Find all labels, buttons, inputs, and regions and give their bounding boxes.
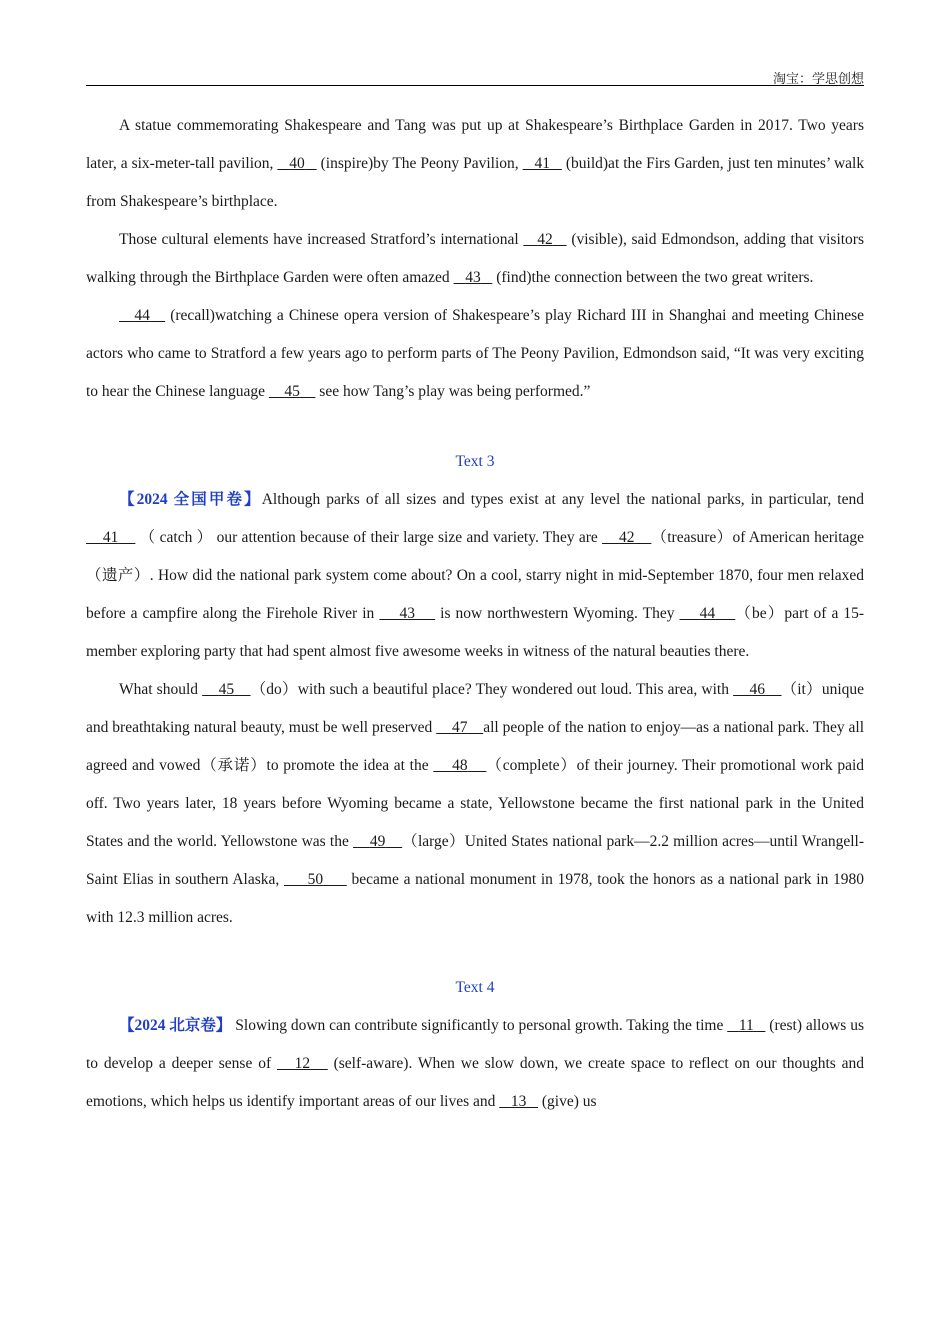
blank-t3-46: 46 [749, 681, 766, 698]
text2-p2-s2: (visible), said Edmondson, adding that visitors walking through the Birthplace Garden were often amazed [86, 231, 865, 286]
header-rule [86, 85, 864, 86]
text4-paragraph-1 [86, 1007, 864, 1121]
text4-source-tag: 【2024 北京卷】 [119, 1017, 232, 1034]
text2-paragraph-3 [86, 297, 864, 411]
text2-p3-s1: (recall)watching a Chinese opera version of Shakespeare’s play Richard III in Shanghai and meeting Chinese actors who came to Stratford a few years ago to perform parts of The Peony Pavilion, Edmondson said, “It was very exciting to hear the Chinese language [86, 307, 865, 400]
blank-t3-45: 45 [218, 681, 235, 698]
blank-42: 42 [537, 231, 553, 248]
text3-p2-s2: （do）with such a beautiful place? They wondered out loud. This area, with [250, 681, 729, 698]
text2-p3-s2: see how Tang’s play was being performed.” [319, 383, 591, 400]
blank-40: 40 [289, 155, 305, 172]
text3-p2-s7: became a national monument in 1978, took the honors as a national park in 1980 with 12.3 million acres. [86, 871, 865, 926]
blank-41: 41 [534, 155, 551, 172]
text2-p1-s2: (inspire)by The Peony Pavilion, [320, 155, 519, 172]
blank-t4-13: 13 [510, 1093, 527, 1110]
text4-p1-s2: (rest) allows us to develop a deeper sense of [86, 1017, 864, 1072]
header-text: 淘宝：学思创想 [772, 72, 864, 87]
blank-44: 44 [134, 307, 150, 324]
text4-p1-s4: (give) us [541, 1093, 597, 1110]
text3-p2-s4: all people of the nation to enjoy—as a national park. They all agreed and vowed（承诺）to promote the idea at the [86, 719, 865, 774]
text3-source-tag: 【2024 全国甲卷】 [119, 491, 262, 508]
text3-p1-s5: （be）part of a 15-member exploring party that had spent almost five awesome weeks in witness of the natural beauties there. [86, 605, 865, 660]
blank-t3-49: 49 [369, 833, 386, 850]
text4-heading: Text 4 [455, 979, 495, 996]
text3-paragraph-2 [86, 671, 864, 937]
blank-45: 45 [284, 383, 300, 400]
text2-p2-s3: (find)the connection between the two great writers. [496, 269, 814, 286]
text2-paragraph-2 [86, 221, 864, 297]
text3-p1-s2: （ catch ） our attention because of their large size and variety. They are [139, 529, 598, 546]
blank-t3-43: 43 [399, 605, 415, 622]
text3-p1-s4: is now northwestern Wyoming. They [440, 605, 675, 622]
document-body [86, 107, 864, 1121]
blank-43: 43 [465, 269, 481, 286]
text3-p2-s5: （complete）of their journey. Their promotional work paid off. Two years later, 18 years before Wyoming became a state, Yellowstone became the first national park in the United States and the world. Yellowstone was the [86, 757, 865, 850]
text3-p2-s6: （large）United States national park—2.2 million acres—until Wrangell-Saint Elias in southern Alaska, [86, 833, 865, 888]
blank-t3-42: 42 [618, 529, 635, 546]
blank-t4-11: 11 [738, 1017, 754, 1034]
blank-t3-44: 44 [699, 605, 716, 622]
text3-p1-s1: Although parks of all sizes and types exist at any level the national parks, in particular, tend [261, 491, 864, 508]
text3-p1-s3: （treasure）of American heritage（遗产）. How did the national park system come about? On a cool, starry night in mid-September 1870, four men relaxed before a campfire along the Firehole River in [86, 529, 865, 622]
text4-p1-s1: Slowing down can contribute significantly to personal growth. Taking the time [235, 1017, 724, 1034]
text3-paragraph-1 [86, 481, 864, 671]
text4-p1-s3: (self-aware). When we slow down, we create space to reflect on our thoughts and emotions, which helps us identify important areas of our lives and [86, 1055, 865, 1110]
text2-p2-s1: Those cultural elements have increased Stratford’s international [119, 231, 519, 248]
text2-p1-s3: (build)at the Firs Garden, just ten minutes’ walk from Shakespeare’s birthplace. [86, 155, 865, 210]
blank-t3-50: 50 [307, 871, 324, 888]
blank-t3-48: 48 [452, 757, 468, 774]
text2-paragraph-1 [86, 107, 864, 221]
blank-t3-47: 47 [451, 719, 468, 736]
text3-p2-s3: （it）unique and breathtaking natural beauty, must be well preserved [86, 681, 865, 736]
text2-p1-s1: A statue commemorating Shakespeare and Tang was put up at Shakespeare’s Birthplace Garden in 2017. Two years later, a six-meter-tall pavilion, [86, 117, 864, 172]
blank-t4-12: 12 [294, 1055, 311, 1072]
text3-p2-s1: What should [119, 681, 199, 698]
blank-t3-41: 41 [102, 529, 119, 546]
text3-heading: Text 3 [455, 453, 495, 470]
